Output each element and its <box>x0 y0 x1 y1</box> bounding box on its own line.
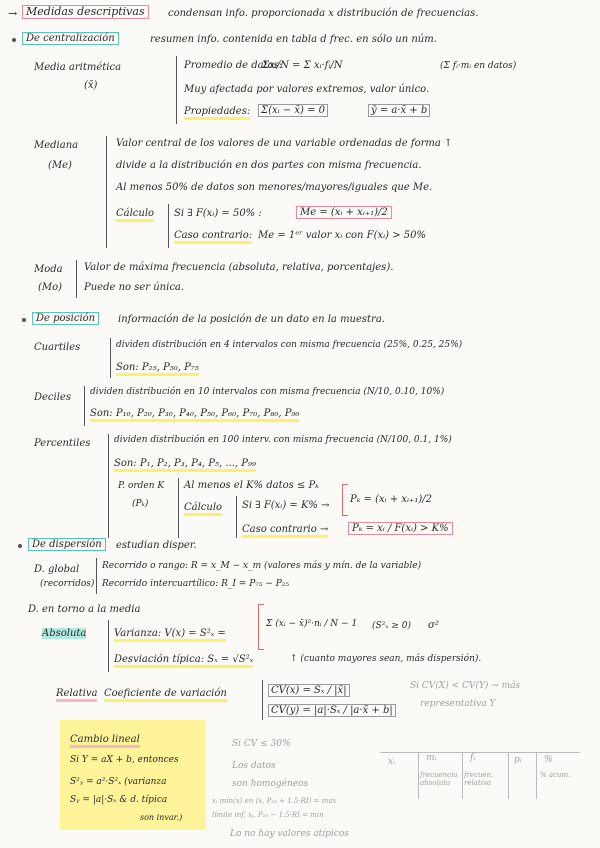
pk-calculo: Cálculo <box>184 502 222 516</box>
varianza-formula: Σ (xᵢ − x̄)²·nᵢ / N − 1 <box>266 619 358 629</box>
varianza: Varianza: V(x) = S²ₓ = <box>114 628 226 642</box>
percentiles-brace <box>108 434 109 538</box>
media-prop1: Σ(xᵢ − x̄) = 0 <box>258 104 328 117</box>
faint-side2: límite inf. xᵢ, P₂₅ − 1.5·RI = min <box>212 811 324 819</box>
media-label: Media aritmética <box>34 62 122 73</box>
col-mi-sub: frecuencia absoluta <box>420 771 458 787</box>
media-prop2: ȳ = a·x̄ + b <box>368 104 430 117</box>
cuartiles-def: dividen distribución en 4 intervalos con misma frecuencia (25%, 0.25, 25%) <box>116 340 463 350</box>
dispersion-desc: estudian disper. <box>116 540 197 551</box>
bullet <box>22 318 26 322</box>
mediana-si: Si ∃ F(xᵢ) = 50% : <box>174 208 262 219</box>
centralizacion-desc: resumen info. contenida en tabla d frec. en sólo un núm. <box>150 34 437 45</box>
moda-def2: Puede no ser única. <box>84 282 185 293</box>
var-red-bracket <box>258 604 264 650</box>
pk-symbol: (Pₖ) <box>132 499 149 509</box>
col-xi: xᵢ <box>388 757 395 767</box>
col-fi-sub: frecuen. relativa <box>464 771 494 787</box>
posicion-desc: información de la posición de un dato en la muestra. <box>118 314 385 325</box>
col-pi: pᵢ <box>514 755 522 765</box>
pk-calc-brace <box>236 496 237 538</box>
bullet <box>18 544 22 548</box>
pk-def: Al menos el K% datos ≤ Pₖ <box>184 480 319 491</box>
postit-l3: Sᵧ = |a|·Sₓ & d. típica <box>70 795 168 805</box>
cv-x: CV(x) = Sₓ / |x̄| <box>268 684 350 697</box>
media-propiedades: Propiedades: <box>184 106 250 120</box>
pk-brace <box>178 478 179 538</box>
postit-l4: son invar.) <box>140 813 183 822</box>
media-afectada: Muy afectada por valores extremos, valor único. <box>184 84 430 95</box>
mediana-def1: Valor central de los valores de una variable ordenadas de forma ↑ <box>116 138 453 149</box>
header-title: Medidas descriptivas <box>22 5 149 19</box>
mediana-label: Mediana <box>34 140 79 151</box>
postit-l1: Si Y = aX + b, entonces <box>70 755 179 765</box>
pk-si: Si ∃ F(xᵢ) = K% → <box>242 500 330 511</box>
coef-variacion: Coeficiente de variación <box>104 688 227 702</box>
varianza-note: (S²ₓ ≥ 0) <box>372 621 411 631</box>
col-mi: mᵢ <box>426 753 437 763</box>
cuartiles-son: Son: P₂₅, P₅₀, P₇₅ <box>116 362 199 376</box>
percentiles-label: Percentiles <box>34 438 91 449</box>
deciles-son: Son: P₁₀, P₂₀, P₃₀, P₄₀, P₅₀, P₆₀, P₇₀, P₈₀, P₉₀ <box>90 408 299 422</box>
absoluta-brace <box>108 620 109 672</box>
faint-datos2: son homogéneos <box>232 779 309 789</box>
header-subtitle: condensan info. proporcionada x distribución de frecuencias. <box>168 8 479 19</box>
cv-side2: representativa Y <box>420 699 496 709</box>
moda-brace <box>76 260 77 298</box>
table-divider <box>536 753 537 799</box>
col-pct-sub: % acum. <box>540 771 571 779</box>
centralizacion-label: De centralización <box>22 32 119 45</box>
deciles-def: dividen distribución en 10 intervalos con misma frecuencia (N/10, 0.10, 10%) <box>90 387 445 397</box>
sigma: σ² <box>428 620 439 631</box>
cv-y: CV(y) = |a|·Sₓ / |a·x̄ + b| <box>268 704 396 717</box>
desviacion-note: ↑ (cuanto mayores sean, más dispersión). <box>290 654 482 664</box>
cv-brace <box>262 680 263 720</box>
moda-symbol: (Mo) <box>38 282 63 293</box>
global-rango: Recorrido o rango: R = x_M − x_m (valores más y mín. de la variable) <box>102 561 422 571</box>
mediana-caso: Caso contrario: <box>174 230 252 244</box>
mediana-def2: divide a la distribución en dos partes con misma frecuencia. <box>116 160 422 171</box>
desviacion: Desviación típica: Sₓ = √S²ₓ <box>114 654 253 668</box>
pk-formula: Pₖ = (xᵢ + xᵢ₊₁)/2 <box>350 494 432 505</box>
global-brace <box>96 558 97 594</box>
faint-datos1: Los datos <box>232 761 276 771</box>
global-ric: Recorrido intercuartílico: R_I = P₇₅ − P₂₅ <box>102 579 290 589</box>
cuartiles-label: Cuartiles <box>34 342 81 353</box>
mediana-symbol: (Me) <box>48 160 72 171</box>
faint-bottom: Lo no hay valores atípicos <box>230 829 349 839</box>
col-fi: fᵢ <box>470 753 476 763</box>
col-pct: % <box>544 755 553 765</box>
mediana-me-formula: Me = (xᵢ + xᵢ₊₁)/2 <box>296 206 392 219</box>
pk-label: P. orden K <box>118 481 165 491</box>
absoluta-label: Absoluta <box>42 628 87 639</box>
mediana-calculo: Cálculo <box>116 208 154 222</box>
media-promedio: Promedio de datos: <box>184 60 283 71</box>
moda-def1: Valor de máxima frecuencia (absoluta, relativa, porcentajes). <box>84 262 394 273</box>
mediana-def3: Al menos 50% de datos son menores/mayores/iguales que Me. <box>116 182 433 193</box>
mediana-me-caso: Me = 1ᵉʳ valor xᵢ con F(xᵢ) > 50% <box>258 230 426 241</box>
pk-caso: Caso contrario → <box>242 524 328 538</box>
dispersion-label: De dispersión <box>28 538 106 551</box>
moda-label: Moda <box>34 264 63 275</box>
deciles-brace <box>84 386 85 426</box>
header-arrow: → <box>8 7 18 20</box>
percentiles-son: Son: P₁, P₂, P₃, P₄, P₅, ..., P₉₉ <box>114 458 256 472</box>
deciles-label: Deciles <box>34 392 71 403</box>
table-divider <box>462 753 463 799</box>
mediana-brace <box>106 136 107 248</box>
cuartiles-brace <box>110 338 111 378</box>
media-formula-note: (Σ fᵢ·mᵢ en datos) <box>440 61 517 71</box>
relativa-label: Relativa <box>56 688 97 702</box>
pk-caso-formula: Pₖ = xᵢ / F(xᵢ) > K% <box>348 522 453 535</box>
faint-side1: xᵢ mín(x) en (x, P₂₅ + 1.5·RI) = max <box>212 797 337 805</box>
bullet <box>12 38 16 42</box>
media-formula: Σxᵢ/N = Σ xᵢ·fᵢ/N <box>262 60 343 71</box>
table-divider <box>508 753 509 799</box>
cv-side1: Si CV(X) < CV(Y) → más <box>410 681 521 691</box>
media-symbol: (x̄) <box>84 80 98 91</box>
percentiles-def: dividen distribución en 100 interv. con misma frecuencia (N/100, 0.1, 1%) <box>114 435 452 445</box>
mediana-calc-brace <box>168 204 169 248</box>
media-brace <box>176 56 177 124</box>
postit-title: Cambio lineal <box>70 734 140 748</box>
postit-l2: S²ᵧ = a²·S²ₓ (varianza <box>70 777 167 787</box>
global-sub: (recorridos) <box>40 579 95 589</box>
table-divider <box>418 753 419 799</box>
pk-red-bracket <box>342 484 348 516</box>
posicion-label: De posición <box>32 312 99 325</box>
faint-cv: Si CV ≤ 30% <box>232 739 291 749</box>
entorno-label: D. en torno a la media <box>28 604 141 615</box>
global-label: D. global <box>34 564 80 575</box>
